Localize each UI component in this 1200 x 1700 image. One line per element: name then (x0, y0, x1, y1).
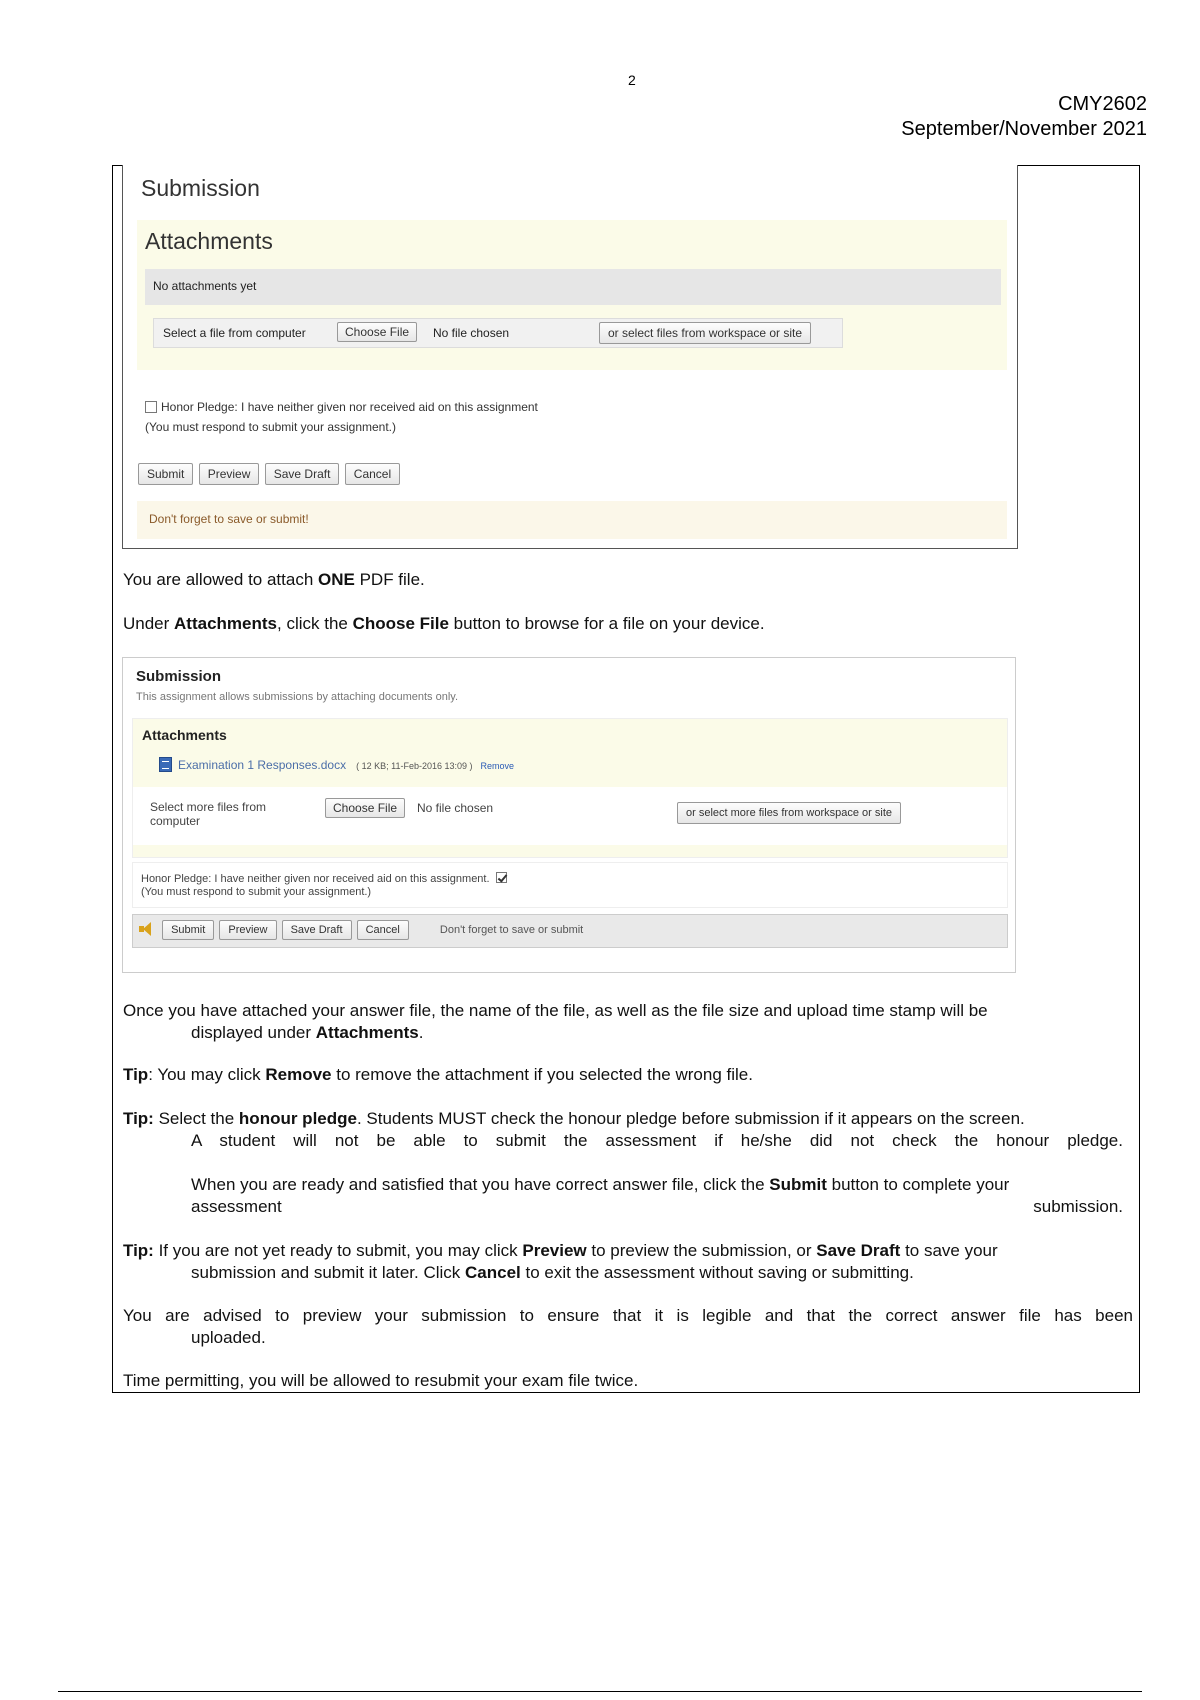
choose-file-button[interactable]: Choose File (325, 798, 405, 818)
honor-pledge-text: Honor Pledge: I have neither given nor received aid on this assignment (161, 400, 538, 414)
text: If you are not yet ready to submit, you may click (153, 1241, 523, 1260)
text-bold: honour pledge (238, 1109, 357, 1128)
content-frame (112, 165, 1140, 1393)
must-respond-text: (You must respond to submit your assignment.) (145, 420, 397, 434)
instruction-choose-file (123, 613, 1163, 635)
text: . (418, 1023, 424, 1042)
choose-file-button[interactable]: Choose File (337, 322, 417, 342)
save-reminder: Don't forget to save or submit! (137, 501, 1007, 539)
text: submission. (1033, 1197, 1123, 1216)
document-icon (159, 757, 172, 772)
save-draft-button[interactable]: Save Draft (265, 463, 340, 485)
attachments-title: Attachments (145, 228, 273, 254)
honor-pledge-text: Honor Pledge: I have neither given nor received aid on this assignment. (141, 873, 490, 885)
attachments-panel (137, 220, 1007, 370)
no-file-chosen-text: No file chosen (433, 326, 510, 340)
text: When you are ready and satisfied that you have correct answer file, click the (191, 1175, 770, 1194)
preview-button[interactable]: Preview (219, 920, 276, 940)
honor-pledge-checkbox[interactable] (145, 401, 157, 413)
text: uploaded. (191, 1328, 266, 1347)
text-bold: Cancel (465, 1263, 521, 1282)
attachments-panel (132, 718, 1008, 858)
text: PDF file. (354, 570, 425, 589)
text: submission and submit it later. Click (191, 1263, 465, 1282)
attached-file-meta: ( 12 KB; 11-Feb-2016 13:09 ) (356, 761, 473, 771)
course-code: CMY2602 (1058, 93, 1147, 115)
attached-file-name[interactable]: Examination 1 Responses.docx (178, 758, 347, 772)
page-number: 2 (628, 72, 636, 88)
footer-rule (58, 1691, 1142, 1692)
save-reminder: Don't forget to save or submit (439, 924, 584, 936)
attached-file-line (159, 757, 514, 772)
text-bold: Tip: (123, 1241, 154, 1260)
preview-button[interactable]: Preview (199, 463, 260, 485)
text: , click the (277, 614, 353, 633)
text: : You may click (148, 1065, 266, 1084)
honor-pledge (145, 397, 538, 437)
text: to remove the attachment if you selected the wrong file. (331, 1065, 753, 1084)
attachments-title: Attachments (142, 727, 227, 743)
submission-subtitle: This assignment allows submissions by attaching documents only. (136, 691, 459, 703)
select-more-row (133, 787, 1007, 845)
save-draft-button[interactable]: Save Draft (282, 920, 352, 940)
select-more-label: Select more files from computer (150, 800, 267, 828)
text: displayed under (191, 1023, 316, 1042)
text: . Students MUST check the honour pledge before submission if it appears on the screen. (356, 1109, 1025, 1128)
cancel-button[interactable]: Cancel (345, 463, 400, 485)
text-bold: Tip (123, 1065, 149, 1084)
text-bold: Attachments (315, 1023, 419, 1042)
select-file-label: Select a file from computer (163, 326, 306, 340)
text: to exit the assessment without saving or submitting. (520, 1263, 914, 1282)
resubmit-note (123, 1370, 1163, 1392)
honor-pledge (132, 862, 1008, 908)
exam-period: September/November 2021 (901, 118, 1147, 140)
text-bold: Attachments (174, 614, 277, 633)
submission-title: Submission (141, 175, 260, 201)
text: to preview the submission, or (586, 1241, 817, 1260)
instruction-one-pdf (123, 569, 1163, 591)
text: button to browse for a file on your device. (448, 614, 765, 633)
text: Select the (153, 1109, 239, 1128)
submit-button[interactable]: Submit (162, 920, 214, 940)
tip-preview-save-draft (123, 1240, 1123, 1284)
text-bold: Submit (769, 1175, 827, 1194)
cancel-button[interactable]: Cancel (357, 920, 409, 940)
text: to save your (900, 1241, 998, 1260)
advice-preview (123, 1305, 1133, 1349)
text: Under (123, 614, 175, 633)
text-bold: Choose File (352, 614, 449, 633)
text: You are allowed to attach (123, 570, 319, 589)
text: button to complete your (826, 1175, 1010, 1194)
instruction-attachment-display (123, 1000, 1163, 1044)
text: You are advised to preview your submission to ensure that it is legible and that the correct answer file has been (123, 1306, 1133, 1325)
text-bold: Tip: (123, 1109, 154, 1128)
tip-honour-pledge (123, 1108, 1123, 1218)
text-bold: ONE (318, 570, 355, 589)
honor-pledge-checkbox[interactable] (496, 872, 507, 883)
no-attachments-bar: No attachments yet (145, 269, 1001, 305)
workspace-button[interactable]: or select more files from workspace or site (677, 802, 901, 824)
text-bold: Remove (265, 1065, 332, 1084)
text: Once you have attached your answer file, the name of the file, as well as the file size and upload time stamp will be (123, 1001, 988, 1020)
submission-screenshot-1 (122, 165, 1018, 549)
text-bold: Save Draft (816, 1241, 901, 1260)
text: A student will not be able to submit the assessment if he/she did not check the honour pledge. (191, 1131, 1123, 1150)
tip-remove (123, 1064, 1163, 1086)
submission-title: Submission (136, 668, 222, 685)
action-bar (132, 914, 1008, 948)
text: Time permitting, you will be allowed to resubmit your exam file twice. (123, 1371, 639, 1390)
action-buttons (138, 463, 402, 485)
submission-screenshot-2 (122, 657, 1016, 973)
speaker-icon (139, 923, 153, 935)
remove-link[interactable]: Remove (480, 761, 515, 771)
text-bold: Preview (522, 1241, 587, 1260)
text: assessment (191, 1197, 282, 1216)
workspace-button[interactable]: or select files from workspace or site (599, 322, 811, 344)
document-header (901, 92, 1147, 142)
submit-button[interactable]: Submit (138, 463, 193, 485)
no-file-chosen-text: No file chosen (417, 801, 494, 815)
must-respond-text: (You must respond to submit your assignment.) (141, 886, 372, 898)
